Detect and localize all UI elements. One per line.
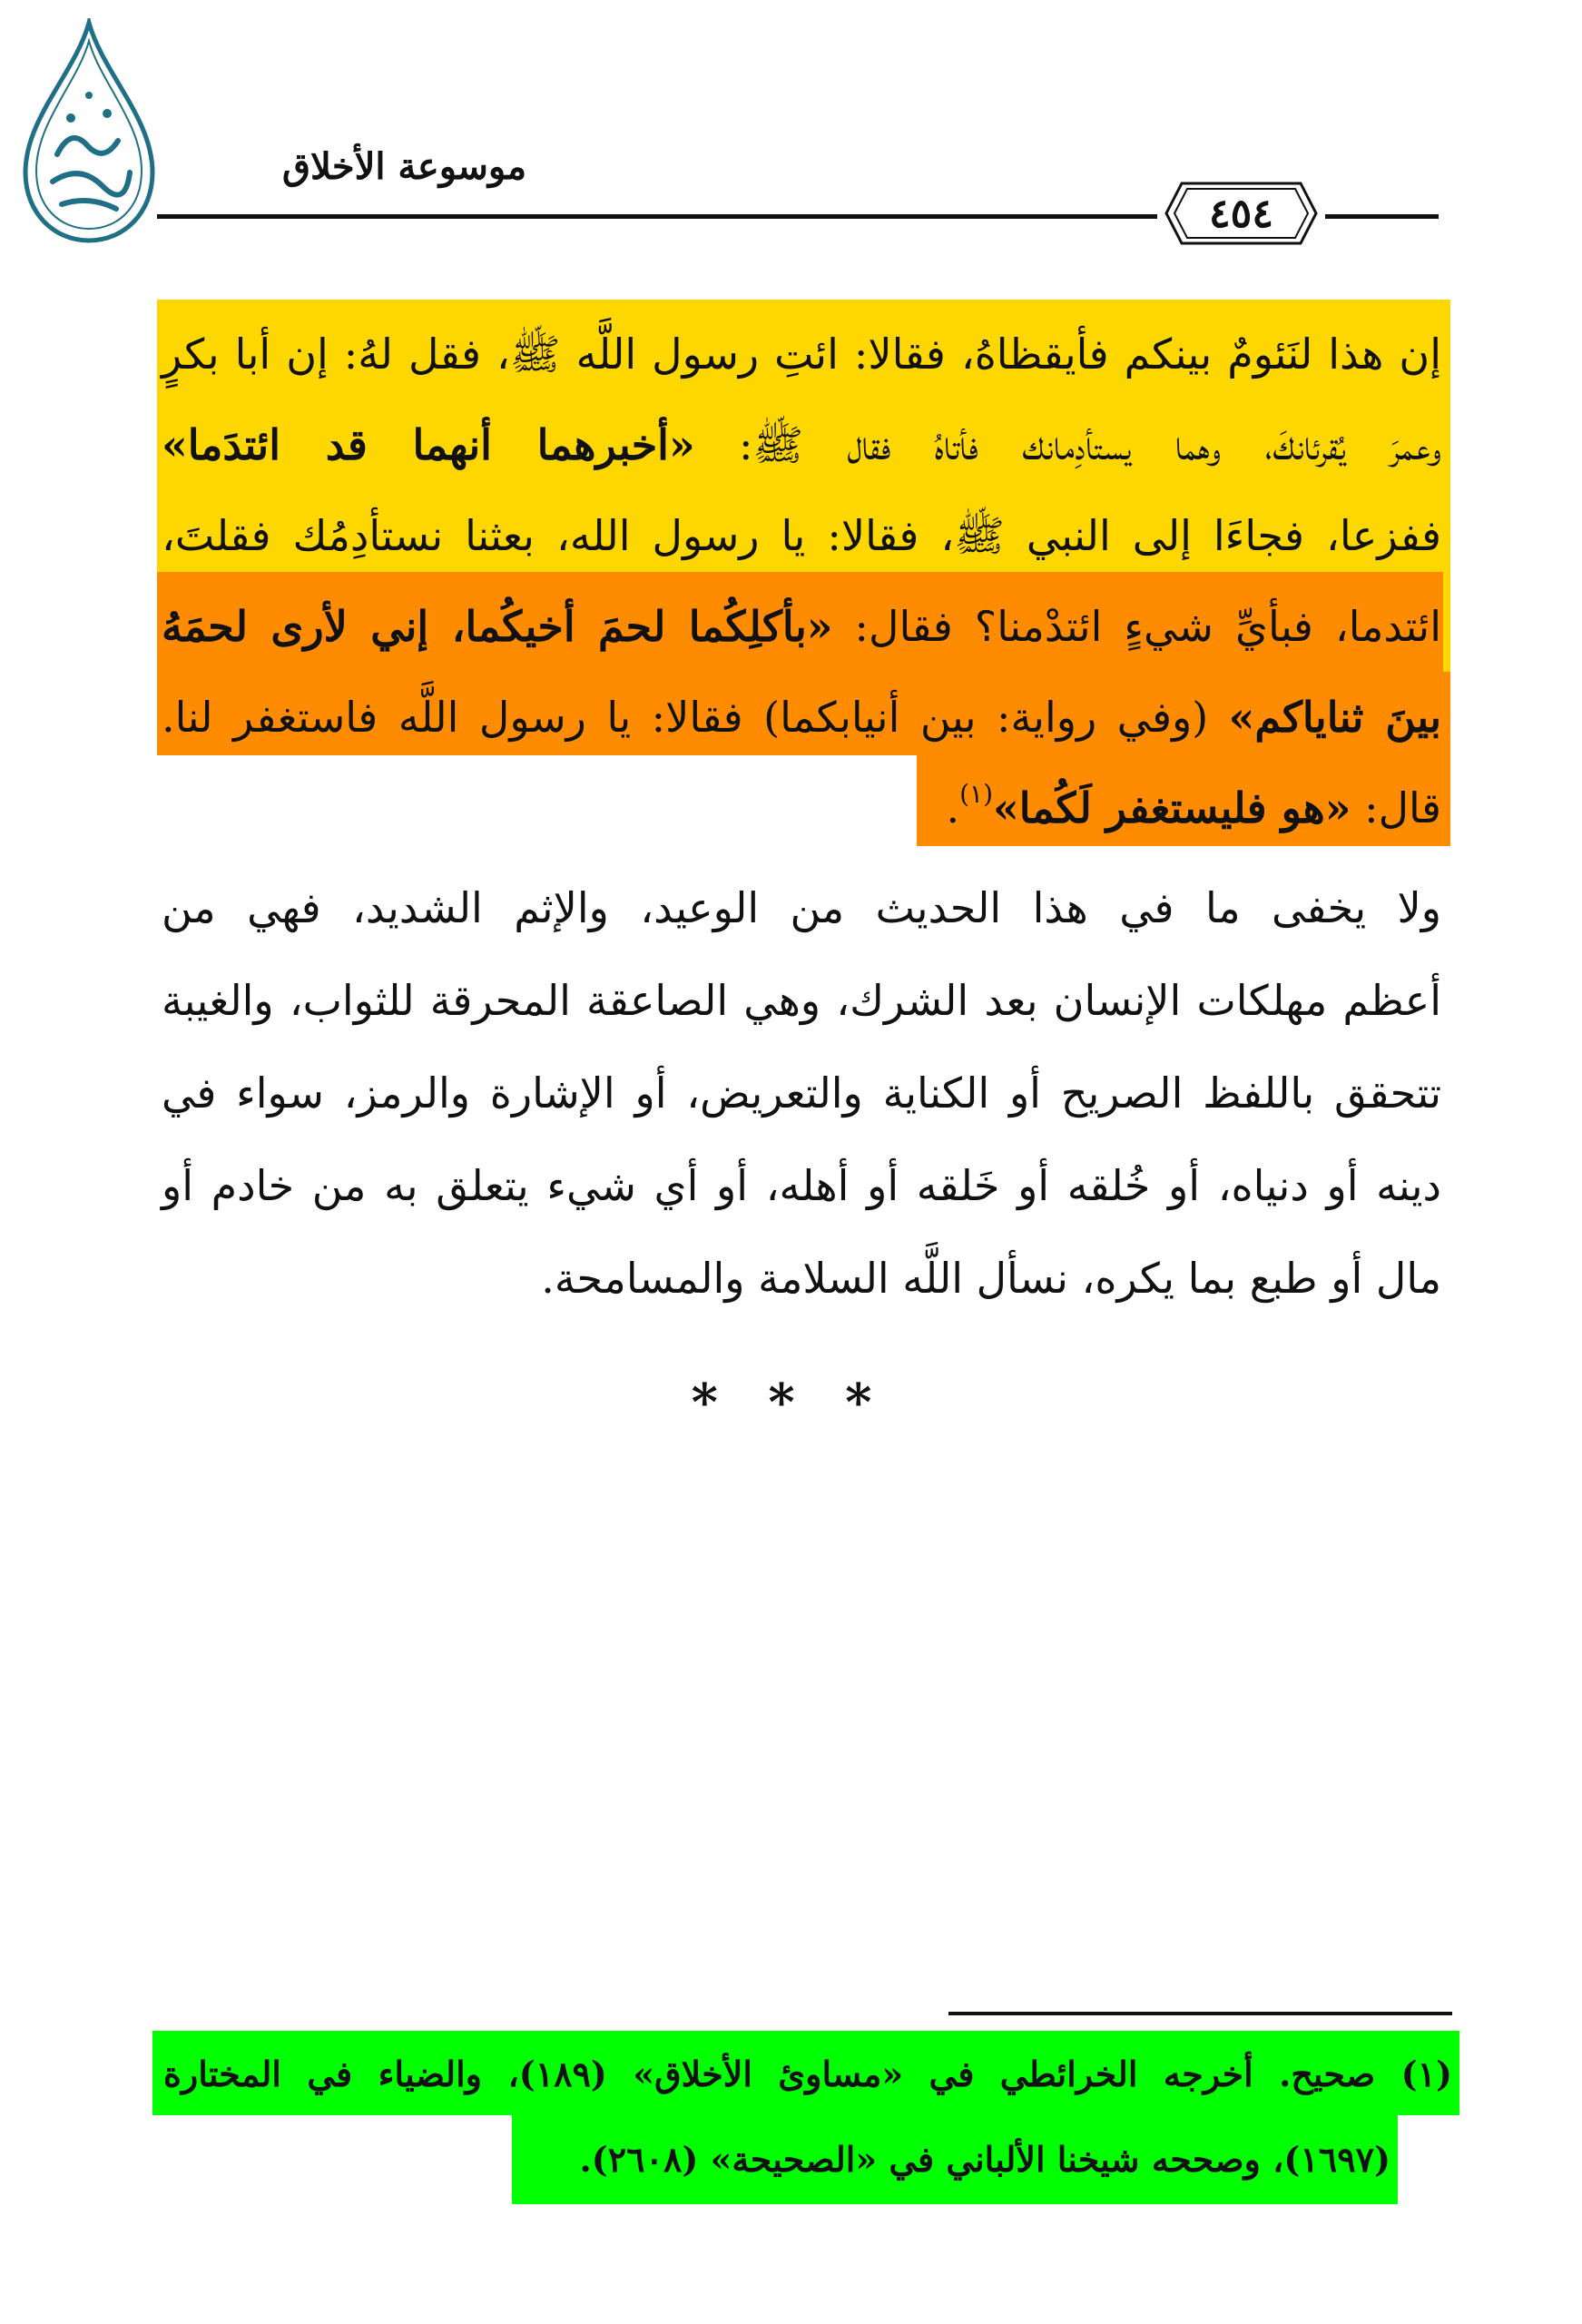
hadith-text: ائتدما، فبأيِّ شيءٍ ائتدْمنا؟ فقال: (832, 602, 1441, 651)
hadith-line (162, 672, 1441, 763)
commentary-line: أعظم مهلكات الإنسان بعد الشرك، وهي الصاعقة المحرقة للثواب، والغيبة (162, 976, 1442, 1025)
commentary-line: مال أو طبع بما يكره، نسأل اللَّه السلامة والمسامحة. (541, 1254, 1441, 1303)
commentary-line: دينه أو دنياه، أو خُلقه أو خَلقه أو أهله، أو أي شيء يتعلق به من خادم أو (162, 1161, 1441, 1210)
hadith-text: قال: (1351, 783, 1441, 832)
header-rule (1325, 214, 1439, 219)
hadith-line (162, 763, 1441, 853)
publisher-logo (16, 18, 162, 245)
hadith-line: ففزعا، فجاءَا إلى النبي ﷺ، فقالا: يا رسول الله، بعثنا نستأدِمُك فقلتَ، (162, 511, 1441, 560)
header-rule (157, 214, 1157, 219)
hadith-line (162, 399, 1441, 490)
footnote-reference[interactable]: (١) (959, 779, 994, 809)
footnote-rule (948, 2012, 1452, 2015)
hadith-quote: «هو فليستغفر لَكُما» (993, 783, 1351, 832)
hadith-line: إن هذا لنَئومٌ بينكم فأيقظاهُ، فقالا: ائتِ رسول اللَّه ﷺ، فقل لهُ: إن أبا بكرٍ (162, 330, 1441, 379)
commentary-line: ولا يخفى ما في هذا الحديث من الوعيد، والإثم الشديد، فهي من (162, 883, 1441, 932)
hadith-text: (وفي رواية: بين أنيابكما) فقالا: يا رسول اللَّه فاستغفر لنا. (162, 693, 1229, 742)
yellow-highlight (1443, 572, 1450, 672)
hadith-quote: «بأكلِكُما لحمَ أخيكُما، إني لأرى لحمَهُ (162, 602, 833, 651)
hadith-text: وعمرَ يُقرئانكَ، وهما يستأدِمانك فأتاهُ فقال ﷺ: (694, 420, 1441, 469)
footnote-line: (١) صحيح. أخرجه الخرائطي في «مساوئ الأخلاق» (١٨٩)، والضياء في المختارة (163, 2053, 1452, 2094)
section-separator: * * * (691, 1373, 889, 1433)
hadith-quote: بينَ ثناياكم» (1228, 693, 1441, 742)
hadith-line (162, 581, 1441, 672)
footnote-line: (١٦٩٧)، وصححه شيخنا الألباني في «الصحيحة» (٢٦٠٨). (579, 2139, 1390, 2180)
hadith-text: . (946, 783, 960, 832)
page-number: ٤٥٤ (1209, 191, 1273, 237)
hadith-quote: «أخبرهما أنهما قد ائتدَما» (162, 420, 695, 469)
book-title: موسوعة الأخلاق (281, 145, 526, 188)
commentary-line: تتحقق باللفظ الصريح أو الكناية والتعريض، أو الإشارة والرمز، سواء في (162, 1068, 1441, 1118)
